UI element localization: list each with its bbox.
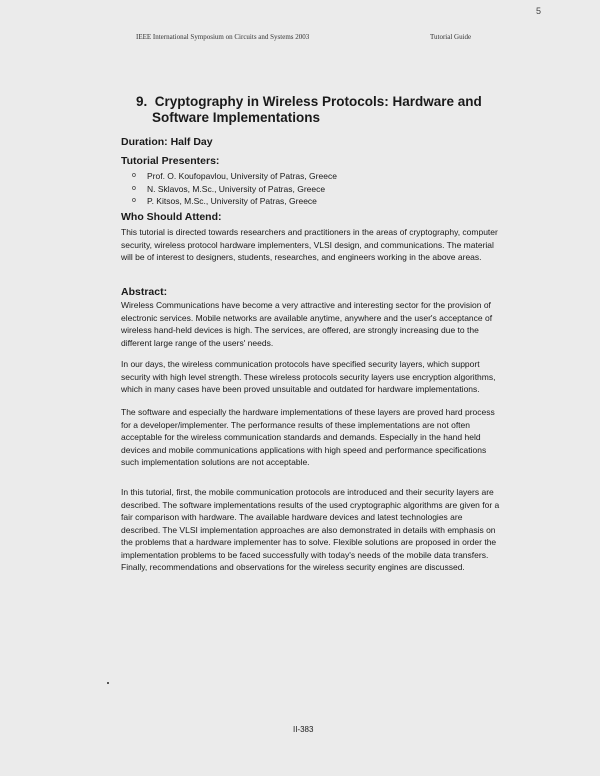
running-header-right: Tutorial Guide [430,33,472,41]
running-header-left: IEEE International Symposium on Circuits and Systems 2003 [136,33,310,41]
title-text-1: Cryptography in Wireless Protocols: Hardware and [154,94,482,109]
attend-heading: Who Should Attend: [121,211,222,223]
presenter-name: Prof. O. Koufopavlou, University of Patras, Greece [147,171,337,181]
bullet-icon: o [132,172,136,179]
presenters-heading: Tutorial Presenters: [121,155,220,167]
abstract-paragraph-4: In this tutorial, first, the mobile communication protocols are introduced and their security layers are described. The software implementations results of the used cryptographic algorithms are given for a fair comparison with hardware. The available hardware devices and latest technologies are described. The VLSI implementation approaches are also demonstrated in details with emphasis on the problems that a hardware implementer has to solve. Flexible solutions are proposed in order the implementation problems to be faced successfully with today's needs of the mobile data transfers. Finally, recommendations and observations for the wireless security engines are discussed. [121,487,500,572]
corner-mark: 5 [536,6,542,16]
title-line-2: Software Implementations [152,110,321,125]
abstract-paragraph-2: In our days, the wireless communication protocols have specified security layers, which support security with high level strength. These wireless protocols security layers use encryption algorithms, which in many cases have been proved unsuitable and outdated for hardware implementations. [121,359,496,394]
abstract-paragraph-3: The software and especially the hardware implementations of these layers are proved hard process for a developer/implementer. The performance results of these implementations are not often acceptable for the wireless communication standards and demands. Especially in the hand held devices and mobile communications applications with high speed and performance specifications such implementation solutions are not acceptable. [121,407,495,467]
bullet-icon: o [132,197,136,204]
attend-paragraph: This tutorial is directed towards researchers and practitioners in the areas of cryptography, computer security, wireless protocol hardware implementers, VLSI design, and communications. The material will be of interest to designers, students, researches, and engineers working in the above areas. [121,227,498,262]
list-item [132,195,337,208]
title-line-1 [136,94,516,110]
presenters-list [132,170,337,208]
abstract-heading: Abstract: [121,286,168,298]
list-item [132,170,337,183]
list-item [132,183,337,196]
tutorial-title [136,94,516,126]
abstract-paragraph-1: Wireless Communications have become a very attractive and interesting sector for the provision of electronic services. Mobile networks are available anytime, anywhere and the user's acceptance of wireless hand-held devices is high. The services, are offered, are strongly increasing due to the different large range of the users' needs. [121,300,493,348]
title-number: 9. [136,94,148,109]
page-number: II-383 [293,725,314,734]
presenter-name: P. Kitsos, M.Sc., University of Patras, Greece [147,196,317,206]
scan-speck [107,682,109,684]
bullet-icon: o [132,184,136,192]
duration-heading: Duration: Half Day [121,136,213,148]
presenter-name: N. Sklavos, M.Sc., University of Patras, Greece [147,183,326,194]
